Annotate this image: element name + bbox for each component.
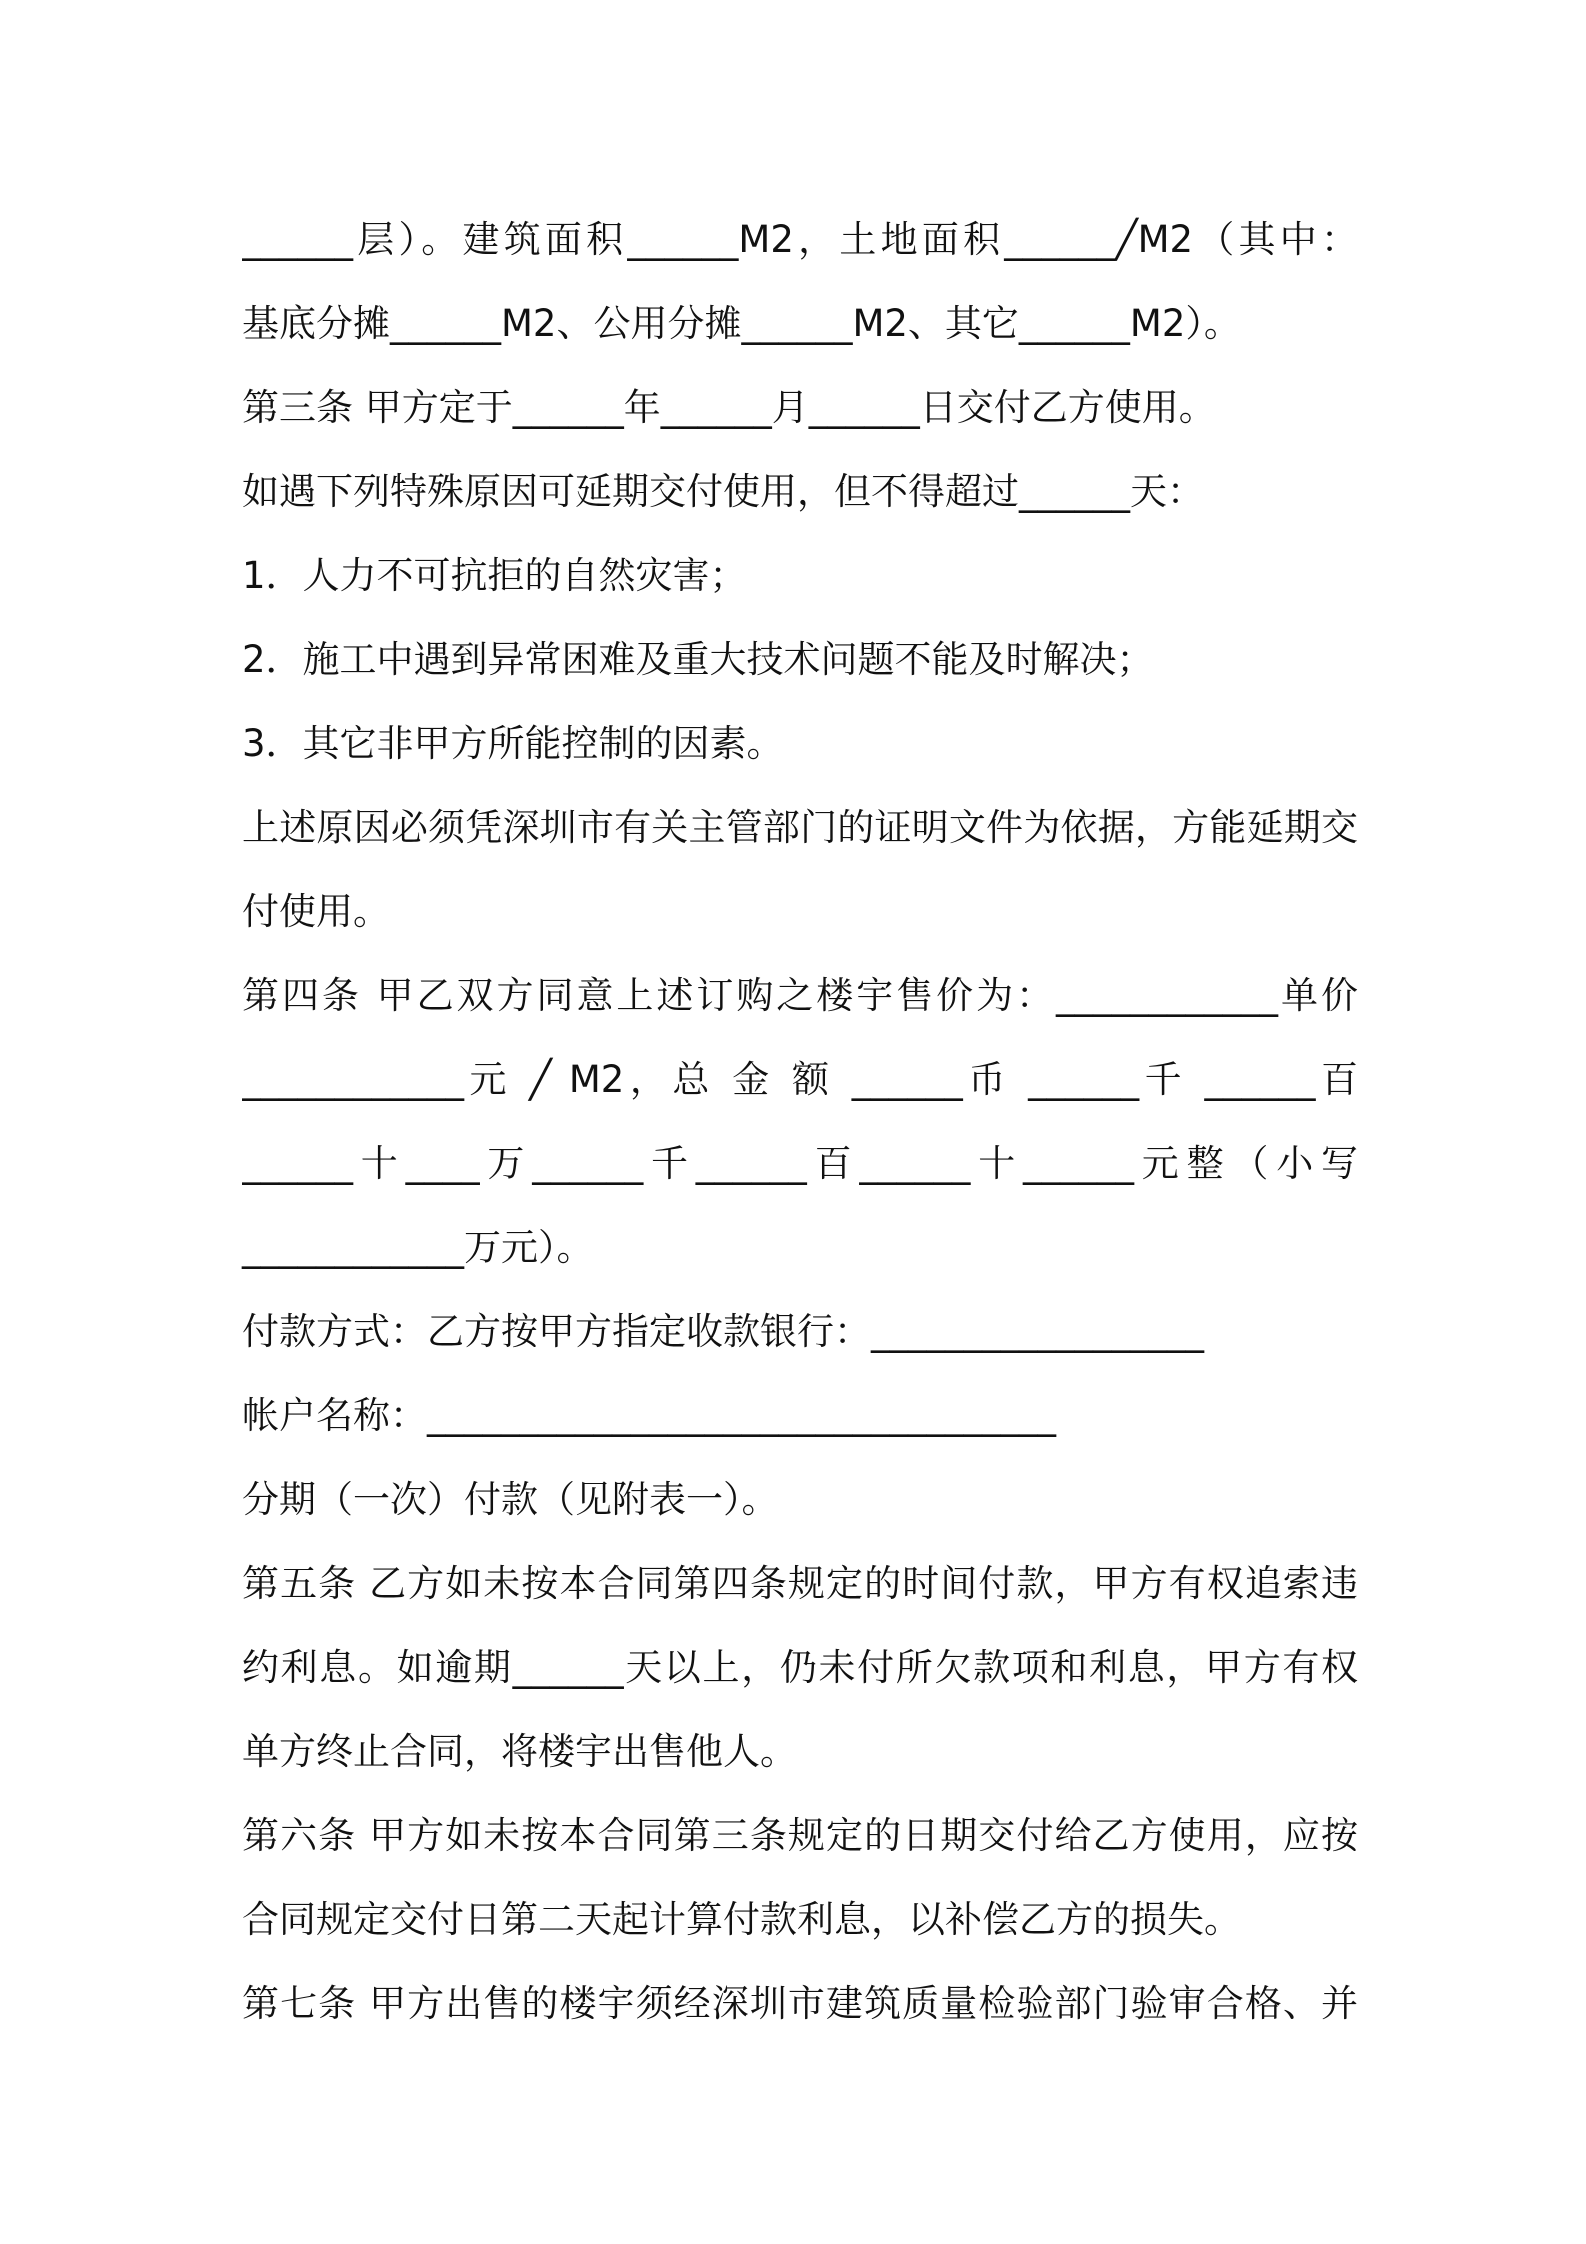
contract-body bbox=[242, 198, 1358, 2046]
delay-proof-line-1: 上述原因必须凭深圳市有关主管部门的证明文件为依据，方能延期交 bbox=[242, 806, 1358, 849]
text-line-area-breakdown: 基底分摊______M2、公用分摊______M2、其它______M2）。 bbox=[242, 302, 1241, 345]
delay-condition-3: 3．其它非甲方所能控制的因素。 bbox=[242, 722, 784, 765]
delay-conditions-intro: 如遇下列特殊原因可延期交付使用，但不得超过______天： bbox=[242, 470, 1204, 513]
delay-condition-1: 1．人力不可抗拒的自然灾害； bbox=[242, 554, 747, 597]
clause-7-line-1: 第七条 甲方出售的楼宇须经深圳市建筑质量检验部门验审合格、并 bbox=[242, 1982, 1358, 2025]
clause-5-line-3: 单方终止合同，将楼宇出售他人。 bbox=[242, 1730, 797, 1773]
clause-4-price-line-3: ______十____万______千______百______十______元整（小写 bbox=[242, 1142, 1358, 1185]
clause-3-delivery-date: 第三条 甲方定于______年______月______日交付乙方使用。 bbox=[242, 386, 1216, 429]
installment-line: 分期（一次）付款（见附表一）。 bbox=[242, 1478, 779, 1521]
clause-6-line-1: 第六条 甲方如未按本合同第三条规定的日期交付给乙方使用，应按 bbox=[242, 1814, 1358, 1857]
clause-4-price-line-1: 第四条 甲乙双方同意上述订购之楼宇售价为：____________单价 bbox=[242, 974, 1358, 1017]
clause-4-price-line-2: ____________元 ╱ M2，总 金 额 ______币 ______千 ______百 bbox=[242, 1058, 1358, 1101]
clause-5-line-2: 约利息。如逾期______天以上，仍未付所欠款项和利息，甲方有权 bbox=[242, 1646, 1358, 1689]
clause-4-price-line-4: ____________万元）。 bbox=[242, 1226, 594, 1269]
payment-bank-line: 付款方式：乙方按甲方指定收款银行：__________________ bbox=[242, 1310, 1204, 1353]
delay-proof-line-2: 付使用。 bbox=[242, 890, 390, 933]
delay-condition-2: 2．施工中遇到异常困难及重大技术问题不能及时解决； bbox=[242, 638, 1154, 681]
account-name-line: 帐户名称：__________________________________ bbox=[242, 1394, 1056, 1437]
clause-5-line-1: 第五条 乙方如未按本合同第四条规定的时间付款，甲方有权追索违 bbox=[242, 1562, 1358, 1605]
clause-6-line-2: 合同规定交付日第二天起计算付款利息，以补偿乙方的损失。 bbox=[242, 1898, 1241, 1941]
text-line-area: ______层）。建筑面积______M2，土地面积______╱M2（其中： bbox=[242, 218, 1358, 261]
